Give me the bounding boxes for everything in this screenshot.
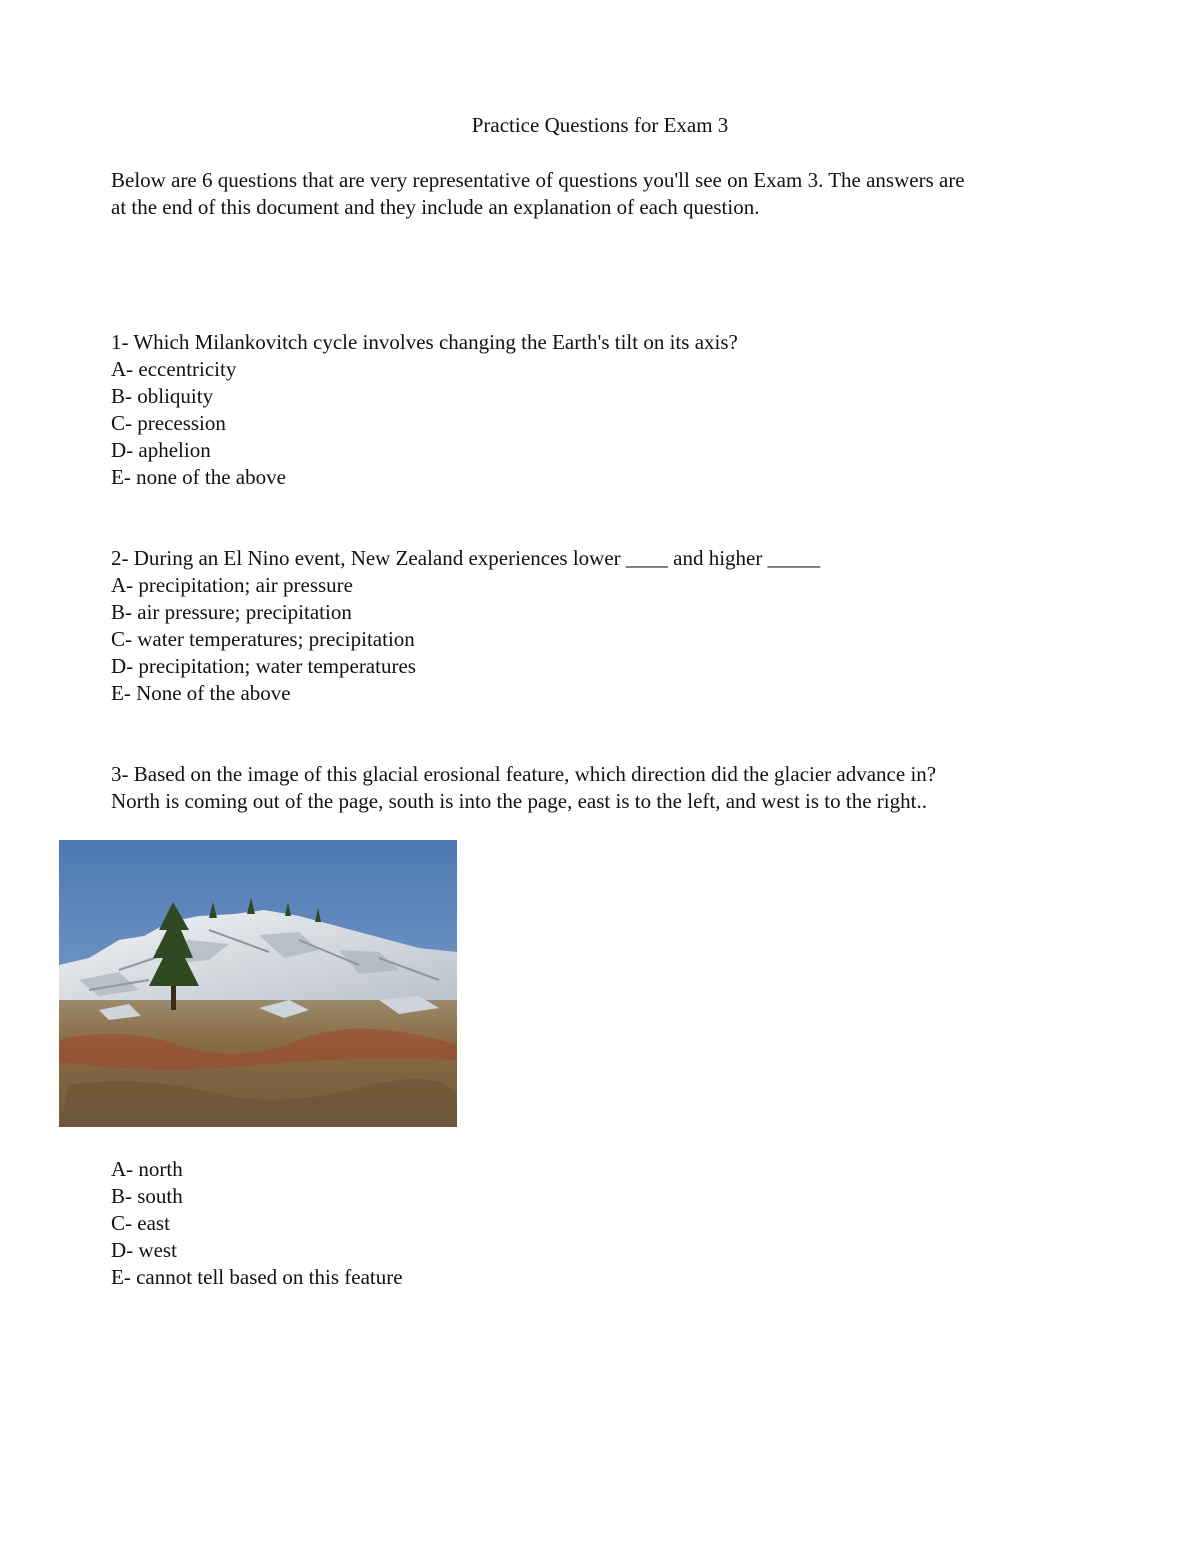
question-2-option-b: B- air pressure; precipitation xyxy=(111,600,352,624)
page-title: Practice Questions for Exam 3 xyxy=(471,113,729,137)
question-3-option-d: D- west xyxy=(111,1238,177,1262)
question-3-prompt-line-2: North is coming out of the page, south is into the page, east is to the left, and west is to the right.. xyxy=(111,789,927,813)
question-1-option-a: A- eccentricity xyxy=(111,357,237,381)
question-1-prompt: 1- Which Milankovitch cycle involves changing the Earth's tilt on its axis? xyxy=(111,330,738,354)
question-3-prompt-line-1: 3- Based on the image of this glacial erosional feature, which direction did the glacier advance in? xyxy=(111,762,937,786)
question-3-option-b: B- south xyxy=(111,1184,183,1208)
question-1-option-c: C- precession xyxy=(111,411,226,435)
question-2-prompt: 2- During an El Nino event, New Zealand experiences lower ____ and higher _____ xyxy=(111,546,821,570)
question-3-option-c: C- east xyxy=(111,1211,170,1235)
question-1-option-d: D- aphelion xyxy=(111,438,211,462)
glacial-feature-photo xyxy=(59,840,457,1127)
question-1-option-e: E- none of the above xyxy=(111,465,286,489)
question-2-option-c: C- water temperatures; precipitation xyxy=(111,627,415,651)
intro-line-1: Below are 6 questions that are very representative of questions you'll see on Exam 3. The answers are xyxy=(111,168,965,192)
question-1-option-b: B- obliquity xyxy=(111,384,214,408)
question-3-option-e: E- cannot tell based on this feature xyxy=(111,1265,403,1289)
question-3-option-a: A- north xyxy=(111,1157,183,1181)
question-2-option-d: D- precipitation; water temperatures xyxy=(111,654,416,678)
question-2-option-e: E- None of the above xyxy=(111,681,291,705)
intro-line-2: at the end of this document and they include an explanation of each question. xyxy=(111,195,760,219)
question-2-option-a: A- precipitation; air pressure xyxy=(111,573,353,597)
